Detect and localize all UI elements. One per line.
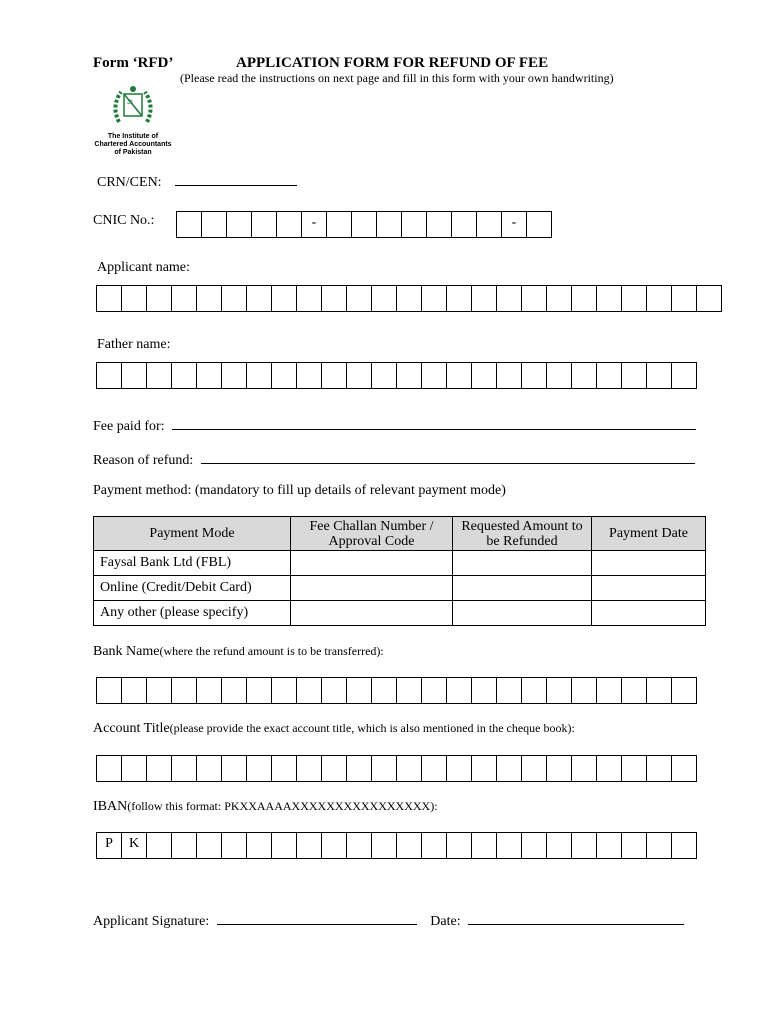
char-box[interactable] [97,755,122,782]
char-box[interactable] [297,677,322,704]
bank-name-note: (where the refund amount is to be transferred): [159,644,384,658]
table-cell[interactable] [291,551,453,576]
logo-caption-2: Chartered Accountants [94,141,172,148]
cnic-box[interactable] [427,211,452,238]
char-box[interactable] [97,285,122,312]
char-box[interactable] [447,677,472,704]
cnic-box[interactable] [177,211,202,238]
char-box[interactable] [222,755,247,782]
fee-paid-label: Fee paid for: [93,419,165,434]
char-box[interactable] [172,832,197,859]
char-box[interactable] [647,755,672,782]
svg-text:⚖: ⚖ [127,98,134,106]
char-box[interactable] [447,362,472,389]
iban-field [93,799,438,815]
char-box[interactable] [572,832,597,859]
account-title-note: (please provide the exact account title, which is also mentioned in the cheque book): [169,721,575,735]
signature-field [93,910,684,930]
char-box[interactable] [647,362,672,389]
char-box[interactable] [472,832,497,859]
char-box[interactable] [672,832,697,859]
char-box[interactable] [597,362,622,389]
char-box[interactable] [547,285,572,312]
table-header: Payment Mode [94,517,291,551]
char-box[interactable] [222,832,247,859]
applicant-label: Applicant name: [97,260,190,275]
char-box[interactable] [397,755,422,782]
char-box[interactable] [97,362,122,389]
char-box[interactable] [547,755,572,782]
table-cell[interactable] [291,576,453,601]
cnic-separator: - [302,211,327,238]
reason-field [93,449,695,469]
char-box[interactable] [622,755,647,782]
char-box[interactable] [247,755,272,782]
char-box[interactable] [247,362,272,389]
date-label: Date: [430,914,461,929]
cnic-box[interactable] [227,211,252,238]
cnic-box[interactable] [452,211,477,238]
char-box[interactable] [497,755,522,782]
char-box[interactable] [197,677,222,704]
cnic-box[interactable] [252,211,277,238]
char-box[interactable] [522,677,547,704]
cnic-box[interactable] [477,211,502,238]
char-box[interactable] [647,285,672,312]
iban-prefix-box: K [122,832,147,859]
table-cell[interactable] [592,601,706,626]
bank-name-label: Bank Name [93,644,160,659]
char-box[interactable] [222,677,247,704]
signature-label: Applicant Signature: [93,914,210,929]
table-header: Fee Challan Number / Approval Code [291,517,453,551]
char-box[interactable] [122,677,147,704]
char-box[interactable] [422,755,447,782]
char-box[interactable] [522,285,547,312]
char-box[interactable] [272,755,297,782]
char-box[interactable] [572,755,597,782]
char-box[interactable] [347,285,372,312]
char-box[interactable] [297,832,322,859]
char-box[interactable] [397,677,422,704]
char-box[interactable] [472,755,497,782]
char-box[interactable] [272,677,297,704]
char-box[interactable] [122,362,147,389]
crn-field [97,171,297,191]
char-box[interactable] [322,755,347,782]
char-box[interactable] [272,832,297,859]
account-title-boxes[interactable] [96,755,697,782]
char-box[interactable] [697,285,722,312]
page-title: APPLICATION FORM FOR REFUND OF FEE [236,55,549,71]
char-box[interactable] [347,832,372,859]
table-row [94,601,706,626]
iban-boxes[interactable] [96,832,697,859]
char-box[interactable] [472,677,497,704]
table-row [94,576,706,601]
payment-mode-cell: Any other (please specify) [94,601,291,626]
form-code: Form ‘RFD’ [93,55,174,71]
char-box[interactable] [447,832,472,859]
char-box[interactable] [347,362,372,389]
char-box[interactable] [347,755,372,782]
account-title-field [93,721,575,737]
table-cell[interactable] [453,576,592,601]
char-box[interactable] [197,362,222,389]
table-cell[interactable] [453,551,592,576]
char-box[interactable] [347,677,372,704]
cnic-box[interactable] [277,211,302,238]
char-box[interactable] [247,677,272,704]
table-header: Payment Date [592,517,706,551]
char-box[interactable] [622,832,647,859]
char-box[interactable] [197,832,222,859]
char-box[interactable] [472,362,497,389]
page-subtitle: (Please read the instructions on next page and fill in this form with your own handwriting) [180,71,614,85]
char-box[interactable] [147,362,172,389]
char-box[interactable] [622,677,647,704]
char-box[interactable] [497,362,522,389]
char-box[interactable] [147,285,172,312]
iban-note: (follow this format: PKXXAAAAXXXXXXXXXXXXXXXX): [127,799,438,813]
cnic-boxes[interactable] [176,211,552,238]
char-box[interactable] [397,362,422,389]
payment-mode-cell: Faysal Bank Ltd (FBL) [94,551,291,576]
cnic-box[interactable] [527,211,552,238]
table-cell[interactable] [453,601,592,626]
char-box[interactable] [297,755,322,782]
char-box[interactable] [397,832,422,859]
char-box[interactable] [97,677,122,704]
char-box[interactable] [247,285,272,312]
char-box[interactable] [522,362,547,389]
char-box[interactable] [172,285,197,312]
char-box[interactable] [372,362,397,389]
icap-logo [93,84,173,157]
char-box[interactable] [422,362,447,389]
cnic-box[interactable] [327,211,352,238]
crn-input-line[interactable] [175,171,297,186]
table-header: Requested Amount to be Refunded [453,517,592,551]
payment-table-wrap [93,516,706,626]
iban-input-boxes[interactable] [147,832,697,859]
char-box[interactable] [172,362,197,389]
char-box[interactable] [672,677,697,704]
char-box[interactable] [647,832,672,859]
char-box[interactable] [547,362,572,389]
char-box[interactable] [547,677,572,704]
char-box[interactable] [522,755,547,782]
table-header-row [94,517,706,551]
payment-method-label: Payment method: (mandatory to fill up details of relevant payment mode) [93,483,506,498]
wreath-emblem-icon [109,84,157,128]
char-box[interactable] [197,285,222,312]
char-box[interactable] [172,677,197,704]
bank-name-field [93,644,384,660]
father-name-boxes[interactable] [96,362,697,389]
char-box[interactable] [447,755,472,782]
reason-label: Reason of refund: [93,453,194,468]
char-box[interactable] [422,285,447,312]
cnic-box[interactable] [202,211,227,238]
char-box[interactable] [547,832,572,859]
payment-table [93,516,706,626]
cnic-box[interactable] [377,211,402,238]
char-box[interactable] [672,755,697,782]
char-box[interactable] [122,285,147,312]
logo-caption-1: The Institute of [107,133,159,140]
fee-paid-input-line[interactable] [172,415,696,430]
char-box[interactable] [222,285,247,312]
char-box[interactable] [147,677,172,704]
table-cell[interactable] [592,576,706,601]
char-box[interactable] [672,362,697,389]
fee-paid-field [93,415,696,435]
date-input-line[interactable] [468,910,684,925]
char-box[interactable] [572,285,597,312]
char-box[interactable] [322,285,347,312]
cnic-separator: - [502,211,527,238]
char-box[interactable] [322,677,347,704]
char-box[interactable] [272,362,297,389]
cnic-label: CNIC No.: [93,213,155,228]
char-box[interactable] [597,677,622,704]
char-box[interactable] [422,677,447,704]
char-box[interactable] [572,677,597,704]
char-box[interactable] [297,285,322,312]
cnic-box[interactable] [352,211,377,238]
char-box[interactable] [497,677,522,704]
char-box[interactable] [572,362,597,389]
iban-label: IBAN [93,799,128,814]
char-box[interactable] [197,755,222,782]
char-box[interactable] [297,362,322,389]
reason-input-line[interactable] [201,449,695,464]
char-box[interactable] [372,285,397,312]
father-label: Father name: [97,337,171,352]
char-box[interactable] [497,285,522,312]
char-box[interactable] [522,832,547,859]
char-box[interactable] [647,677,672,704]
char-box[interactable] [672,285,697,312]
char-box[interactable] [372,677,397,704]
char-box[interactable] [272,285,297,312]
bank-name-boxes[interactable] [96,677,697,704]
char-box[interactable] [597,285,622,312]
signature-input-line[interactable] [217,910,417,925]
table-cell[interactable] [592,551,706,576]
char-box[interactable] [372,755,397,782]
char-box[interactable] [472,285,497,312]
char-box[interactable] [372,832,397,859]
char-box[interactable] [122,755,147,782]
char-box[interactable] [322,832,347,859]
char-box[interactable] [622,362,647,389]
char-box[interactable] [247,832,272,859]
char-box[interactable] [422,832,447,859]
char-box[interactable] [147,832,172,859]
payment-mode-cell: Online (Credit/Debit Card) [94,576,291,601]
char-box[interactable] [497,832,522,859]
char-box[interactable] [597,832,622,859]
table-row [94,551,706,576]
char-box[interactable] [222,362,247,389]
logo-caption-3: of Pakistan [114,149,152,156]
char-box[interactable] [622,285,647,312]
account-title-label: Account Title [93,721,170,736]
char-box[interactable] [597,755,622,782]
applicant-name-boxes[interactable] [96,285,722,312]
table-cell[interactable] [291,601,453,626]
char-box[interactable] [447,285,472,312]
char-box[interactable] [147,755,172,782]
char-box[interactable] [322,362,347,389]
char-box[interactable] [397,285,422,312]
char-box[interactable] [172,755,197,782]
iban-prefix-box: P [97,832,122,859]
cnic-box[interactable] [402,211,427,238]
crn-label: CRN/CEN: [97,175,162,190]
